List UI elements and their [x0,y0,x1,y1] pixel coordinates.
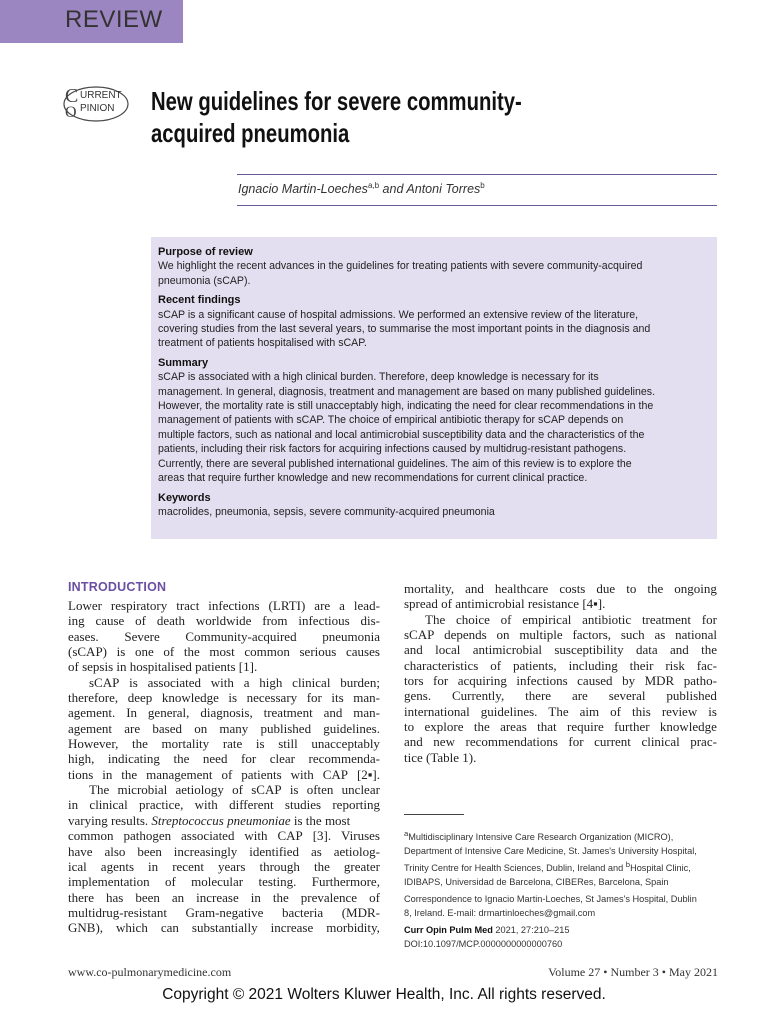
text-line: spread of antimicrobial resistance [4▪]. [404,596,606,612]
text-line: ing cause of death worldwide from infectious dis- [68,613,380,629]
text-line: sCAP depends on multiple factors, such as national [404,627,717,643]
text-line: tice (Table 1). [404,749,477,765]
title-line: acquired pneumonia [151,118,350,148]
author-rule-bottom [237,205,717,206]
text-line: sCAP is associated with a high clinical burden. Therefore, deep knowledge is necessary for its [158,371,599,384]
current-opinion-logo [62,84,130,124]
affiliation-line: IDIBAPS, Universidad de Barcelona, CIBERes, Barcelona, Spain [404,876,669,887]
text-line: to explore the areas that require further knowledge [404,719,717,735]
affiliation-line: Department of Intensive Care Medicine, St. James's University Hospital, [404,845,697,856]
text-line: Currently, there are several published international guidelines. The aim of this review is to explore the [158,457,632,470]
author-affiliation: b [480,181,485,190]
text-line: However, the mortality rate is still unacceptably [68,736,380,752]
citation-line [404,924,719,938]
text-line: (sCAP) is one of the most common serious causes [68,644,380,660]
issue-info [548,965,718,980]
correspondence-line: Correspondence to Ignacio Martin-Loeches, St James's Hospital, Dublin [404,894,697,905]
correspondence-line [404,907,719,921]
author-rule-top [237,174,717,175]
text-line: common pathogen associated with CAP [3]. Viruses [68,828,380,844]
svg-text:O: O [65,104,77,121]
text-span: Hospital Clinic, [630,863,691,874]
text-line: patients, including their risk factors for acquiring infections caused by multidrug-resistant pathogens. [158,443,627,456]
section-tab [0,0,183,43]
text-line: covering studies from the last several years, to summarise the most important points in the diagnosis and [158,323,651,336]
volume-label: Volume 27 [548,965,601,979]
abstract-heading-purpose: Purpose of review [158,246,253,258]
section-tab-label: REVIEW [65,6,163,33]
text-line: tors for acquiring infections caused by MDR patho- [404,673,717,689]
text-line: sCAP is a significant cause of hospital admissions. We performed an extensive review of the literature, [158,308,639,321]
body-column-left [68,598,380,936]
text-span: is the most [290,812,351,828]
text-line: characteristics of patients, including their risk fac- [404,657,717,673]
citation-text: 2021, 27:210–215 [492,925,570,936]
text-line: have also been increasingly identified as aetiolog- [68,843,380,859]
text-line: tions in the management of patients with CAP [2▪]. [68,766,380,782]
abstract-findings-text [158,308,718,351]
text-span: Trinity Centre for Health Sciences, Dublin, Ireland and [404,863,626,874]
copyright-notice: Copyright © 2021 Wolters Kluwer Health, Inc. All rights reserved. [162,986,606,1003]
text-span: Multidisciplinary Intensive Care Research Organization (MICRO), [408,832,674,843]
text-line [68,813,380,828]
author-list [238,181,485,196]
text-line: areas that require further knowledge and new recommendations for current clinical practice. [158,472,588,485]
species-name: Streptococcus pneumoniae [151,812,291,828]
footnote-rule [404,814,464,815]
text-line: pneumonia (sCAP). [158,274,251,287]
doi-link[interactable]: DOI:10.1097/MCP.0000000000000760 [404,938,563,949]
text-line: multiple factors, such as national and local antimicrobial susceptibility data and the characteristics of the [158,428,645,441]
bullet-separator: • [603,965,608,979]
svg-text:C: C [65,85,79,107]
author-name: Ignacio Martin-Loeches [238,182,368,197]
text-line: The choice of empirical antibiotic treatment for [425,611,717,627]
text-line: multidrug-resistant Gram-negative bacteria (MDR- [68,904,380,920]
text-line: there has been an increase in the prevalence of [68,889,380,905]
title-line: New guidelines for severe community- [151,86,522,116]
affiliation-line [404,858,719,876]
body-column-right [404,581,717,765]
text-line: management. In general, diagnosis, treatment and management are based on many published guidelines. [158,385,656,398]
text-line: in clinical practice, with different studies reporting [68,797,380,813]
affiliation-line [404,827,719,845]
text-span: 8, Ireland. E-mail: drmartinloeches@gmail.com [404,907,596,918]
journal-name: Curr Opin Pulm Med [404,925,493,936]
logo-text-line1: URRENT [80,90,122,101]
text-line: We highlight the recent advances in the guidelines for treating patients with severe community-acquired [158,260,643,273]
text-line: therefore, deep knowledge is necessary for its man- [68,690,380,706]
text-line: international guidelines. The aim of this review is [404,703,717,719]
text-line: Lower respiratory tract infections (LRTI) are a lead- [68,598,380,613]
text-line: of sepsis in hospitalised patients [1]. [68,659,258,675]
text-line: macrolides, pneumonia, sepsis, severe community-acquired pneumonia [158,505,495,518]
journal-website-link[interactable]: www.co-pulmonarymedicine.com [68,965,232,979]
abstract-box [151,237,717,539]
author-affiliation: a,b [367,181,380,190]
text-line: eases. Severe Community-acquired pneumonia [68,628,380,644]
logo-text-line2: PINION [80,103,115,114]
text-line: GNB), which can substantially increase morbidity, [68,920,380,936]
bullet-separator: • [661,965,666,979]
affiliation-marker: a [404,829,409,838]
text-line: However, the mortality rate is still unacceptably high, indicating the need for clear recommendations in the [158,400,654,413]
date-label: May 2021 [669,965,718,979]
text-line: agement. In general, diagnosis, treatment and man- [68,705,380,721]
text-line: treatment of patients hospitalised with sCAP. [158,337,367,350]
text-line: mortality, and healthcare costs due to the ongoing [404,581,717,596]
abstract-summary-text [158,370,718,485]
text-line: gens. Currently, there are several published [404,688,717,704]
text-line: and local antimicrobial susceptibility data and the [404,642,717,658]
abstract-heading-keywords: Keywords [158,491,211,504]
abstract-keywords-text [158,505,718,519]
text-line: sCAP is associated with a high clinical burden; [89,674,380,690]
author-conjunction: and [379,182,407,197]
abstract-heading-findings: Recent findings [158,294,241,307]
footnotes [404,827,719,951]
text-line: management of patients with sCAP. The choice of empirical antibiotic therapy for sCAP depends on [158,414,624,427]
section-heading-introduction: INTRODUCTION [68,580,167,594]
affiliation-marker: b [625,860,631,870]
text-line: ical agents in recent years through the greater [68,858,380,874]
text-line: and new recommendations for current clinical prac- [404,734,717,750]
text-line: agement are based on many published guidelines. [68,720,380,736]
text-line: The microbial aetiology of sCAP is often unclear [89,782,380,798]
abstract-heading-summary: Summary [158,356,209,369]
text-line: high, indicating the need for clear recommenda- [68,751,380,767]
text-line: implementation of molecular testing. Furthermore, [68,874,380,890]
abstract-purpose-text [158,259,718,288]
author-name: Antoni Torres [406,182,481,197]
article-title [151,85,588,149]
number-label: Number 3 [610,965,659,979]
text-span: varying results. [68,812,152,828]
